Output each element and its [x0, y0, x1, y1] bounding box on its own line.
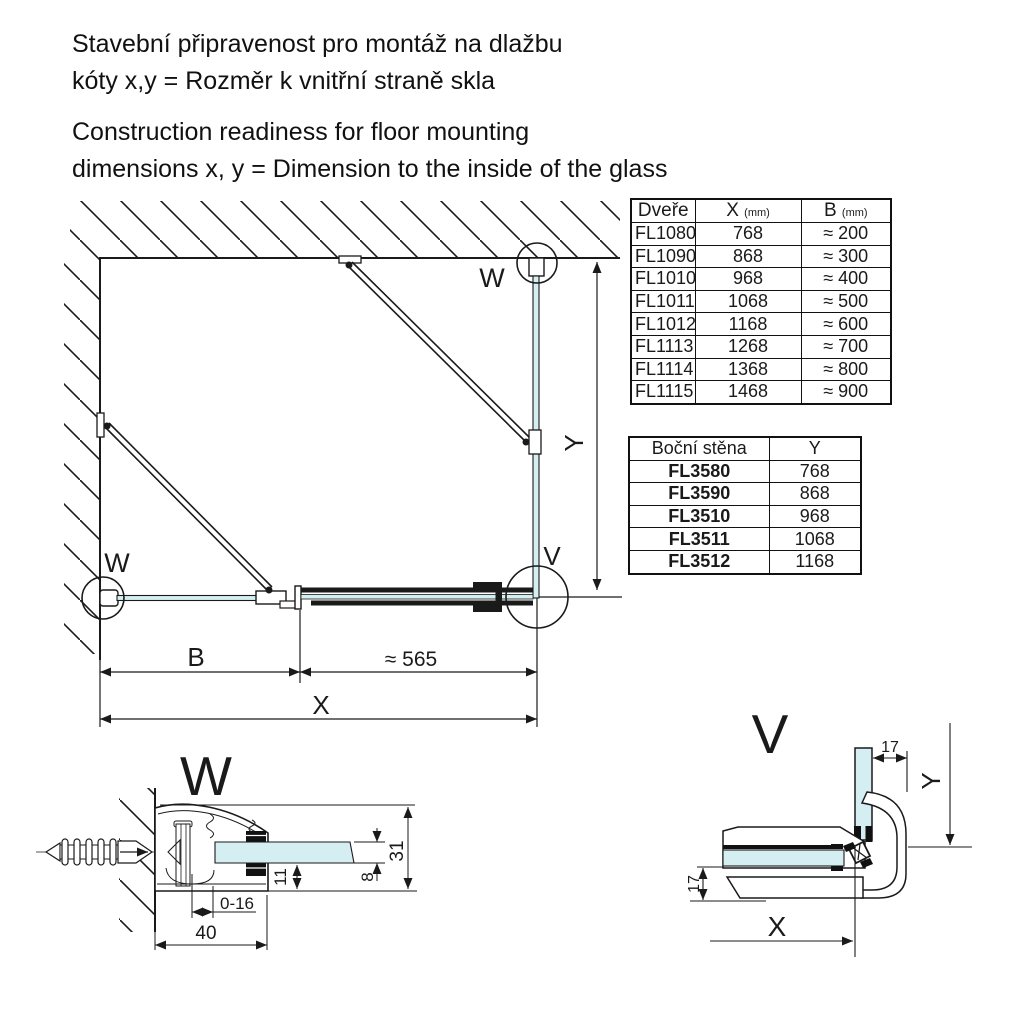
magnet-profile-side: [496, 582, 503, 612]
side-panel-wall-bracket: [529, 258, 544, 276]
detail-v-door-glass: [723, 850, 844, 866]
side-header-model: Boční stěna: [629, 437, 769, 460]
plan-label-x: X: [312, 690, 330, 720]
detail-v-door-section: [723, 827, 865, 871]
fixed-glass: [117, 596, 257, 601]
side-wall-table: [628, 436, 862, 575]
detail-w-dim-31: 31: [387, 840, 408, 862]
table-row: FL1090 868 ≈ 300: [631, 245, 891, 268]
detail-v-drawing: [660, 700, 1000, 970]
detail-w-dim-016: 0-16: [219, 894, 255, 913]
floor-plan-drawing: [30, 195, 630, 745]
header-cz-line1: Stavební připravenost pro montáž na dlažbu: [72, 30, 563, 58]
plan-label-565: ≈ 565: [384, 648, 438, 671]
table-row: FL3590 868: [629, 483, 861, 506]
doors-header-b: B (mm): [801, 199, 891, 223]
table-row: FL3510 968: [629, 505, 861, 528]
table-row: FL1080 768 ≈ 200: [631, 223, 891, 246]
plan-label-v: V: [543, 541, 561, 571]
side-table-header-row: [629, 437, 861, 460]
header-en-line2: dimensions x, y = Dimension to the inside of the glass: [72, 155, 668, 183]
table-row: FL1011 1068 ≈ 500: [631, 290, 891, 313]
doors-table-header-row: [631, 199, 891, 223]
detail-w-anchor: [36, 839, 154, 865]
detail-w-dim-8: 8: [358, 872, 377, 882]
pivot-dot: [346, 262, 353, 269]
plan-label-b: B: [187, 642, 205, 672]
header-en-line1: Construction readiness for floor mounting: [72, 118, 530, 146]
support-brace-top: [339, 256, 541, 454]
detail-v-dim-y: Y: [916, 772, 946, 790]
dimensions: [100, 262, 597, 719]
pivot-dot: [104, 423, 111, 430]
detail-w-dim-40: 40: [195, 923, 217, 944]
detail-w-title: W: [180, 745, 232, 807]
detail-w-glass: [215, 842, 354, 863]
fixed-glass-segment: [100, 587, 296, 609]
door-panel: [295, 582, 533, 612]
plan-label-y: Y: [559, 434, 589, 452]
detail-v-dim-17-left: 17: [686, 875, 703, 893]
detail-w-dim-11: 11: [271, 868, 290, 886]
table-row: FL3511 1068: [629, 528, 861, 551]
table-row: FL3512 1168: [629, 550, 861, 573]
doors-table: [630, 198, 892, 405]
table-row: FL1012 1168 ≈ 600: [631, 313, 891, 336]
plan-label-w-left: W: [104, 548, 130, 578]
side-glass-panel: [529, 258, 544, 598]
side-header-y: Y: [769, 437, 861, 460]
detail-v-title: V: [751, 703, 789, 765]
pivot-dot: [266, 587, 273, 594]
table-row: FL1113 1268 ≈ 700: [631, 335, 891, 358]
doors-header-model: Dveře: [631, 199, 695, 223]
glass-clamp-bottom: [246, 863, 266, 876]
brace-clamp: [529, 430, 541, 454]
glass-clamp: [866, 826, 873, 842]
hinge-plate: [280, 601, 296, 608]
header-cz-line2: kóty x,y = Rozměr k vnitřní straně skla: [72, 67, 496, 95]
table-row: FL1114 1368 ≈ 800: [631, 358, 891, 381]
header-czech: [72, 26, 563, 100]
detail-v-dim-17-top: 17: [881, 739, 899, 756]
pivot-dot: [523, 439, 530, 446]
wall-profile: [100, 590, 118, 606]
table-row: FL3580 768: [629, 460, 861, 483]
table-row: FL1115 1468 ≈ 900: [631, 381, 891, 404]
doors-header-x: X (mm): [695, 199, 801, 223]
detail-v-threshold: [727, 877, 863, 898]
header-english: [72, 114, 667, 188]
detail-v-dim-x: X: [767, 911, 787, 942]
glass-clamp-top: [246, 831, 266, 842]
table-row: FL1010 968 ≈ 400: [631, 268, 891, 291]
wall-hatch-top: [70, 201, 620, 258]
detail-w-drawing: [30, 740, 450, 990]
plan-label-w-top: W: [479, 263, 505, 293]
door-end-cap: [295, 586, 301, 609]
